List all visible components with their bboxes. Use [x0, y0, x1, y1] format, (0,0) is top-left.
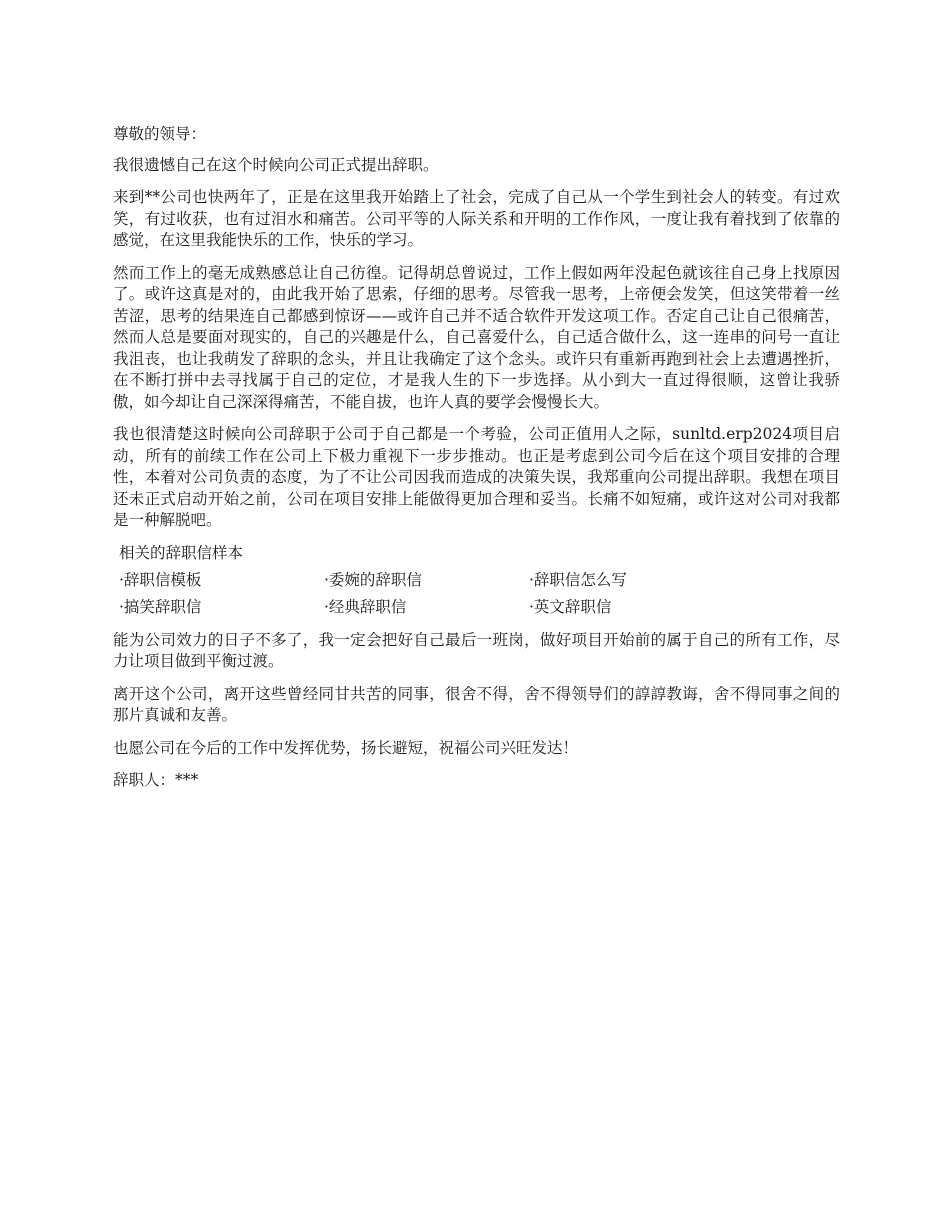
related-link-template[interactable]: ·辞职信模板	[119, 570, 202, 589]
letter-page	[113, 124, 840, 803]
body-paragraph: 我也很清楚这时候向公司辞职于公司于自己都是一个考验，公司正值用人之际，sunltd.erp2024项目启动，所有的前续工作在公司上下极力重视下一步步推动。也正是考虑到公司今后在这个项目安排的合理性，本着对公司负责的态度，为了不让公司因我而造成的决策失误，我郑重向公司提出辞职。我想在项目还未正式启动开始之前，公司在项目安排上能做得更加合理和妥当。长痛不如短痛，或许这对公司对我都是一种解脱吧。	[113, 425, 840, 529]
body-paragraph: 来到**公司也快两年了，正是在这里我开始踏上了社会，完成了自己从一个学生到社会人的转变。有过欢笑，有过收获，也有过泪水和痛苦。公司平等的人际关系和开明的工作作风，一度让我有着找到了依靠的感觉，在这里我能快乐的工作，快乐的学习。	[113, 188, 840, 249]
related-link-how-to-write[interactable]: ·辞职信怎么写	[529, 570, 627, 589]
related-link-english[interactable]: ·英文辞职信	[529, 597, 612, 616]
salutation: 尊敬的领导：	[113, 125, 207, 143]
signature: 辞职人：***	[113, 771, 199, 789]
related-link-funny[interactable]: ·搞笑辞职信	[119, 597, 202, 616]
body-paragraph: 然而工作上的毫无成熟感总让自己彷徨。记得胡总曾说过，工作上假如两年没起色就该往自己身上找原因了。或许这真是对的，由此我开始了思索，仔细的思考。尽管我一思考，上帝便会发笑，但这笑带着一丝苦涩，思考的结果连自己都感到惊讶——或许自己并不适合软件开发这项工作。否定自己让自己很痛苦，然而人总是要面对现实的，自己的兴趣是什么，自己喜爱什么，自己适合做什么，这一连串的问号一直让我沮丧，也让我萌发了辞职的念头，并且让我确定了这个念头。或许只有重新再跑到社会上去遭遇挫折，在不断打拼中去寻找属于自己的定位，才是我人生的下一步选择。从小到大一直过得很顺，这曾让我骄傲，如今却让自己深深得痛苦，不能自拔，也许人真的要学会慢慢长大。	[113, 263, 840, 411]
closing-paragraph: 能为公司效力的日子不多了，我一定会把好自己最后一班岗，做好项目开始前的属于自己的所有工作，尽力让项目做到平衡过渡。	[113, 630, 840, 670]
related-samples-title: 相关的辞职信样本	[119, 543, 244, 562]
body-paragraph: 我很遗憾自己在这个时候向公司正式提出辞职。	[113, 155, 439, 174]
related-samples-list	[119, 570, 840, 618]
closing-paragraph: 离开这个公司，离开这些曾经同甘共苦的同事，很舍不得，舍不得领导们的諄諄教诲，舍不得同事之间的那片真诚和友善。	[113, 684, 840, 724]
related-link-tactful[interactable]: ·委婉的辞职信	[324, 570, 422, 589]
related-link-classic[interactable]: ·经典辞职信	[324, 597, 407, 616]
closing-paragraph: 也愿公司在今后的工作中发挥优势，扬长避短，祝福公司兴旺发达！	[113, 738, 579, 757]
related-samples	[119, 543, 840, 618]
